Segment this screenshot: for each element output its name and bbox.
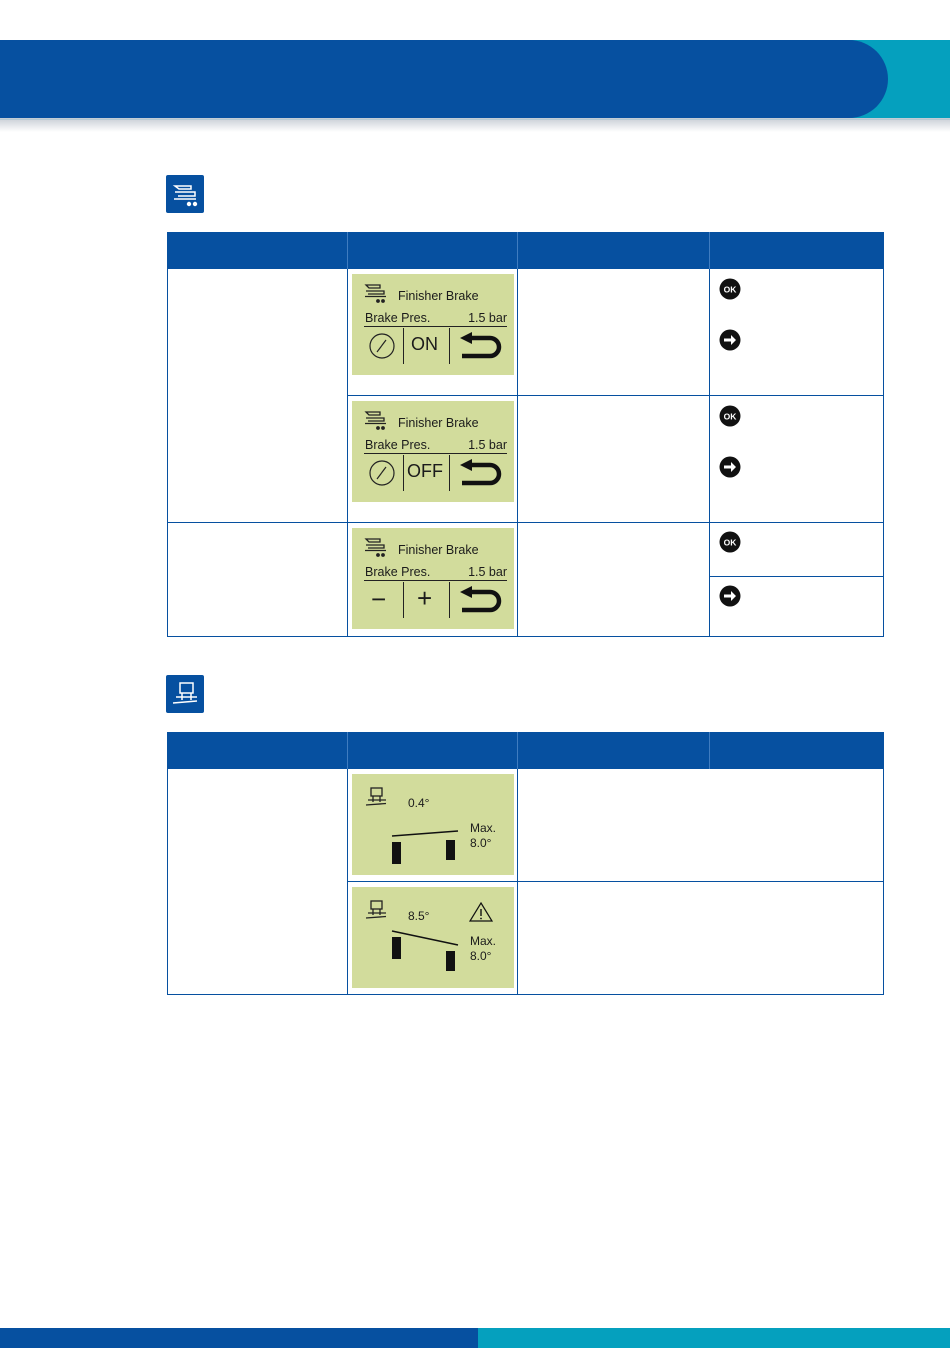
ok-button-icon[interactable] [719, 531, 741, 553]
lcd-separator [403, 455, 404, 491]
ok-label: OK [723, 537, 737, 547]
max-label: Max. [470, 933, 497, 948]
pressure-value: 1.5 bar [468, 310, 507, 325]
return-arrow-icon [456, 332, 504, 360]
lcd-divider [364, 453, 507, 454]
header-cell [710, 732, 884, 768]
pressure-value: 1.5 bar [468, 564, 507, 579]
slope-icon [364, 899, 390, 921]
header-cell [348, 732, 518, 768]
buttons-cell [710, 395, 884, 522]
lcd-separator [449, 455, 450, 491]
pressure-label: Brake Pres. [365, 564, 431, 579]
description-cell [168, 768, 348, 994]
pressure-label: Brake Pres. [365, 310, 431, 325]
slope-angle: 0.4° [408, 795, 430, 810]
lcd-screen-on [352, 274, 514, 375]
buttons-cell [710, 268, 884, 395]
lcd-screen-slope-ok [352, 774, 514, 875]
lcd-divider [364, 580, 507, 581]
lcd-screen-adjust [352, 528, 514, 629]
header-cell [710, 232, 884, 268]
lcd-separator [403, 582, 404, 618]
brake-state-label: OFF [407, 460, 443, 481]
description-cell [518, 395, 710, 522]
ok-label: OK [723, 411, 737, 421]
lcd-separator [403, 328, 404, 364]
table-row [168, 522, 884, 636]
header-cell [348, 232, 518, 268]
gauge-icon [368, 332, 396, 360]
brake-table [167, 232, 884, 637]
max-value: 8.0° [470, 948, 492, 963]
return-arrow-icon [456, 586, 504, 614]
screen-cell [348, 768, 518, 881]
cell-divider [710, 576, 883, 577]
pressure-label: Brake Pres. [365, 437, 431, 452]
finisher-brake-icon [364, 409, 390, 431]
slope-icon [364, 786, 390, 808]
slope-angle: 8.5° [408, 908, 430, 923]
description-cell [518, 881, 884, 994]
description-cell [518, 268, 710, 395]
finisher-brake-icon [166, 175, 204, 213]
description-cell [518, 768, 884, 881]
max-angle [470, 821, 496, 851]
header-cell [518, 732, 710, 768]
lcd-separator [449, 582, 450, 618]
max-label: Max. [470, 820, 497, 835]
footer-bar-right [478, 1328, 950, 1348]
arrow-right-button-icon[interactable] [719, 585, 741, 607]
finisher-brake-icon [364, 536, 390, 558]
header-bar [0, 40, 888, 118]
lcd-title: Finisher Brake [398, 288, 479, 303]
minus-label: − [371, 583, 387, 614]
brake-state-label: ON [411, 333, 438, 354]
slope-diagram [390, 828, 462, 866]
description-cell [518, 522, 710, 636]
ok-label: OK [723, 284, 737, 294]
warning-triangle-icon [469, 902, 493, 922]
header-shadow [0, 118, 950, 132]
footer-bar-left [0, 1328, 478, 1348]
max-value: 8.0° [470, 835, 492, 850]
description-cell [168, 522, 348, 636]
plus-label: + [417, 582, 433, 613]
ok-button-icon[interactable] [719, 405, 741, 427]
arrow-right-button-icon[interactable] [719, 329, 741, 351]
table-row [168, 268, 884, 395]
table-header-row [168, 732, 884, 768]
lcd-title: Finisher Brake [398, 415, 479, 430]
table-header-row [168, 232, 884, 268]
lcd-separator [449, 328, 450, 364]
description-cell [168, 268, 348, 522]
buttons-cell [710, 522, 884, 636]
slope-diagram [390, 927, 462, 975]
header-cell [518, 232, 710, 268]
arrow-right-button-icon[interactable] [719, 456, 741, 478]
screen-cell [348, 881, 518, 994]
max-angle [470, 934, 496, 964]
lcd-screen-slope-warning [352, 887, 514, 988]
gauge-icon [368, 459, 396, 487]
pressure-value: 1.5 bar [468, 437, 507, 452]
header-cell [168, 232, 348, 268]
lcd-title: Finisher Brake [398, 542, 479, 557]
return-arrow-icon [456, 459, 504, 487]
slope-warning-icon [166, 675, 204, 713]
lcd-screen-off [352, 401, 514, 502]
screen-cell [348, 395, 518, 522]
slope-table [167, 732, 884, 995]
ok-button-icon[interactable] [719, 278, 741, 300]
screen-cell [348, 522, 518, 636]
screen-cell [348, 268, 518, 395]
header-cell [168, 732, 348, 768]
lcd-divider [364, 326, 507, 327]
table-row [168, 768, 884, 881]
finisher-brake-icon [364, 282, 390, 304]
